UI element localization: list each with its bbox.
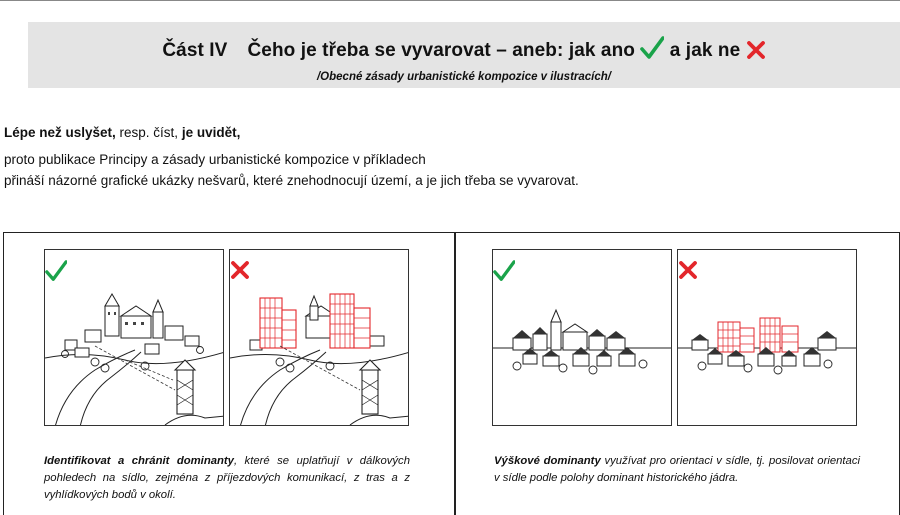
illustration-height-bad (677, 249, 857, 426)
caption-dominants (44, 453, 410, 504)
landscape-drawing (45, 250, 224, 426)
intro-line2: proto publikace Principy a zásady urbanistické kompozice v příkladech (4, 152, 426, 167)
title-text: Čeho je třeba se vyvarovat – aneb: jak ano (247, 40, 635, 61)
part-label: Část IV (162, 40, 228, 61)
intro-lead (4, 122, 579, 143)
top-rule (0, 0, 900, 1)
townscape-drawing (493, 250, 672, 426)
caption-height (494, 453, 860, 487)
illustration-dominants-good (44, 249, 224, 426)
illustration-dominants-bad (229, 249, 409, 426)
panel-divider (454, 233, 456, 515)
illustration-panels (3, 232, 900, 515)
cross-icon (230, 260, 250, 280)
checkmark-icon (493, 260, 515, 282)
caption-dominants-bold: Identifikovat a chránit dominanty (44, 455, 234, 467)
page-title (28, 36, 900, 62)
caption-dominants-text: , které se uplatňují v dálkových pohledech na sídlo, zejména z příjezdových komunikací, z tras a z vyhlídkových bodů v okolí. (44, 455, 410, 501)
checkmark-icon (640, 36, 664, 60)
illustration-height-good (492, 249, 672, 426)
caption-height-bold: Výškové dominanty (494, 455, 601, 467)
intro-lead-bold: Lépe než uslyšet, (4, 125, 116, 140)
intro-text (4, 122, 579, 191)
townscape-drawing (678, 250, 857, 426)
title-mid-text: a jak ne (669, 40, 741, 61)
intro-lead-normal: resp. číst, (115, 125, 182, 140)
cross-icon (746, 40, 766, 60)
intro-lead-bold2: je uvidět, (181, 125, 241, 140)
checkmark-icon (45, 260, 67, 282)
header-band (28, 22, 900, 88)
intro-line3: přináší názorné grafické ukázky nešvarů, které znehodnocují území, a je jich třeba se vyvarovat. (4, 173, 579, 188)
landscape-drawing (230, 250, 409, 426)
subtitle: /Obecné zásady urbanistické kompozice v ilustracích/ (316, 71, 611, 83)
cross-icon (678, 260, 698, 280)
caption-height-text: využívat pro orientaci v sídle, tj. posilovat orientaci v sídle podle polohy dominant historického jádra. (494, 455, 861, 484)
